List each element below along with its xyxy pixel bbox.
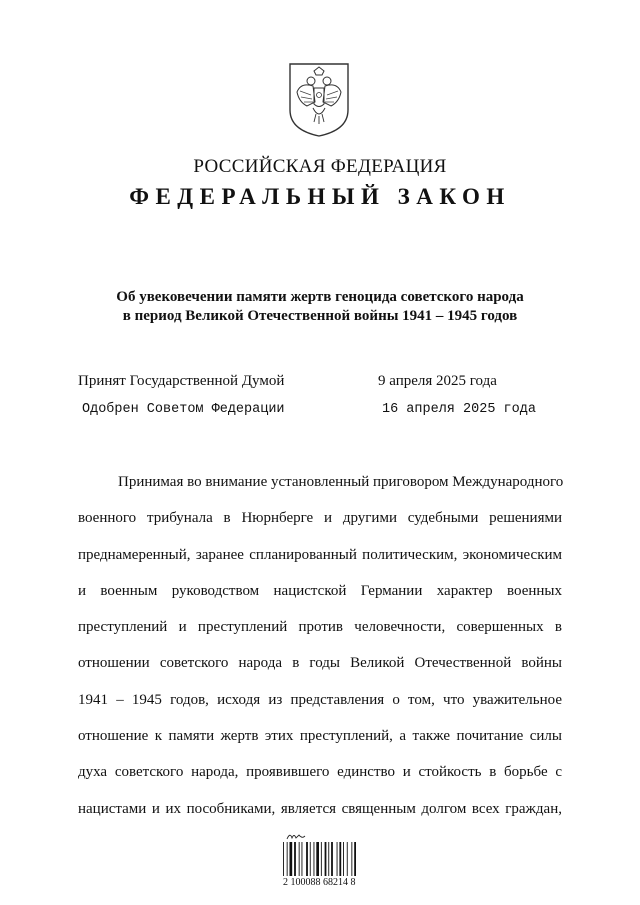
council-approval-label: Одобрен Советом Федерации [82,402,285,417]
preamble-line: 1941 – 1945 годов, исходя из представления о том, что уважительное [78,691,562,708]
preamble-line: преступлений и преступлений против человечности, совершенных в [78,619,562,636]
preamble-text [78,470,562,833]
preamble-line: отношении советского народа в годы Великой Отечественной войны [78,655,562,672]
preamble-line: военного трибунала в Нюрнберге и другими судебными решениями [78,510,562,527]
document-type: ФЕДЕРАЛЬНЫЙ ЗАКОН [129,184,511,209]
preamble-line: преднамеренный, заранее спланированный политическим, экономическим [78,546,562,563]
coat-of-arms-icon [287,62,351,138]
preamble-line: духа советского народа, проявившего единство и стойкость в борьбе с [78,764,562,781]
handwritten-signature-icon [285,830,307,842]
law-title [0,288,640,326]
council-approval-date: 16 апреля 2025 года [382,402,536,417]
preamble-line: нацистами и их пособниками, является священным долгом всех граждан, [78,800,562,817]
law-title-line-2: в период Великой Отечественной войны 1941 – 1945 годов [122,308,518,324]
preamble-line: и военным руководством нацистской Германии характер военных [78,582,562,599]
barcode-icon [283,842,363,876]
preamble-line: Принимая во внимание установленный приговором Международного [118,474,564,490]
preamble-line: отношение к памяти жертв этих преступлений, а также почитание силы [78,728,562,745]
barcode-number: 2 100088 68214 8 [283,877,356,888]
duma-adoption-date: 9 апреля 2025 года [378,373,497,389]
law-title-line-1: Об увековечении памяти жертв геноцида советского народа [116,289,524,305]
country-name: РОССИЙСКАЯ ФЕДЕРАЦИЯ [193,156,447,177]
duma-adoption-label: Принят Государственной Думой [78,373,285,389]
